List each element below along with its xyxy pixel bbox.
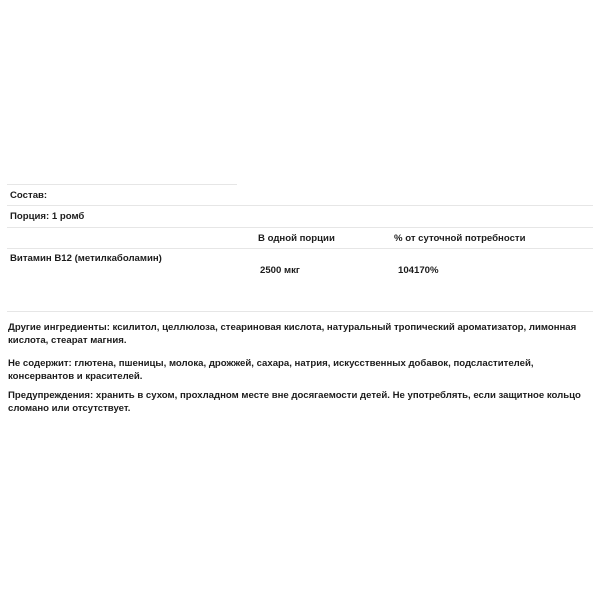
divider	[7, 205, 593, 206]
does-not-contain: Не содержит: глютена, пшеницы, молока, дрожжей, сахара, натрия, искусственных добавок, подсластителей, консервантов и красителей.	[8, 358, 534, 382]
divider	[7, 248, 593, 249]
nutrient-name: Витамин B12 (метилкаболамин)	[10, 253, 162, 264]
column-header-per-serving: В одной порции	[258, 233, 335, 244]
column-header-daily-value: % от суточной потребности	[394, 233, 526, 244]
nutrient-amount: 2500 мкг	[260, 265, 300, 276]
divider	[7, 227, 593, 228]
composition-label: Состав:	[10, 190, 48, 201]
other-ingredients: Другие ингредиенты: ксилитол, целлюлоза, стеариновая кислота, натуральный тропический ароматизатор, лимонная кислота, стеарат магния.	[8, 322, 577, 346]
serving-size: Порция: 1 ромб	[10, 211, 85, 222]
divider	[7, 311, 593, 312]
divider	[7, 184, 237, 185]
nutrient-daily-value: 104170%	[398, 265, 439, 276]
warnings: Предупреждения: хранить в сухом, прохладном месте вне досягаемости детей. Не употреблять, если защитное кольцо сломано или отсутствует.	[8, 390, 581, 414]
